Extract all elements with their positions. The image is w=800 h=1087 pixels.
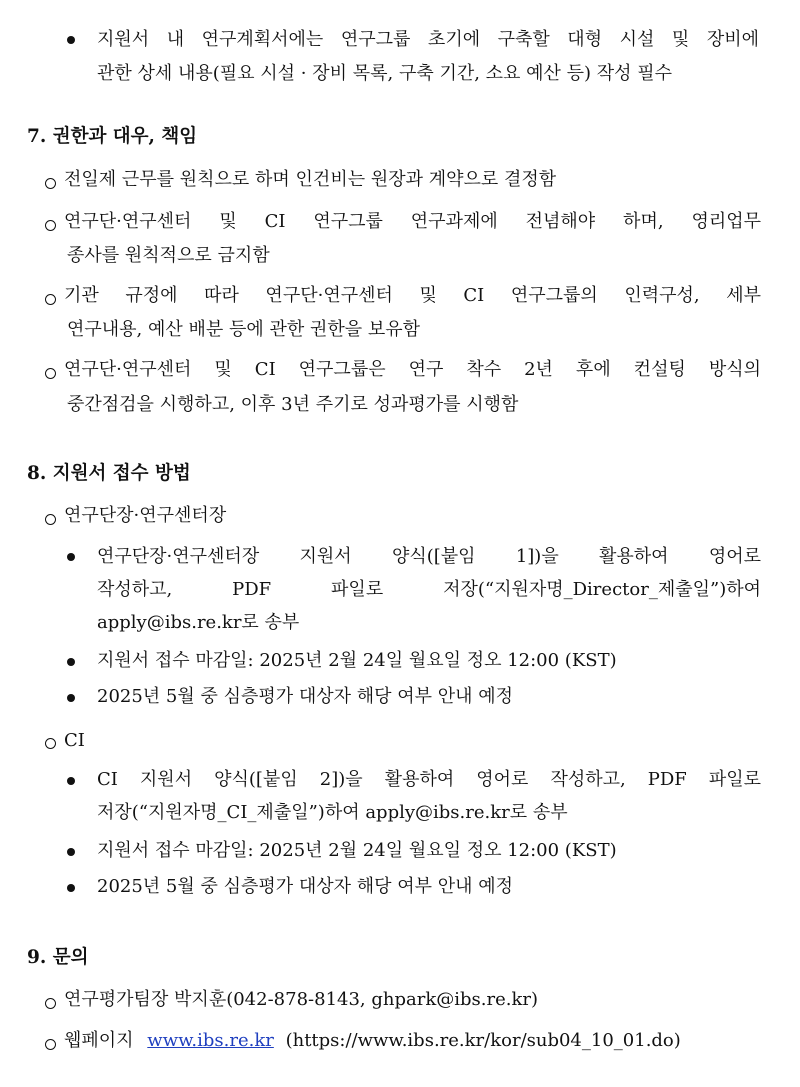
circle-bullet-icon (45, 368, 56, 379)
circle-bullet-icon (45, 1039, 56, 1050)
circle-bullet-icon (45, 514, 56, 525)
text-line: 2025년 5월 중 심층평가 대상자 해당 여부 안내 예정 (97, 876, 514, 897)
list-item: 연구단·연구센터 및 CI 연구그룹 연구과제에 전념해야 하며, 영리업무 (64, 211, 761, 232)
text-line: 지원서 접수 마감일: 2025년 2월 24일 월요일 정오 12:00 (KST) (97, 650, 617, 671)
contact-line: 연구평가팀장 박지훈(042-878-8143, ghpark@ibs.re.kr) (64, 989, 538, 1010)
list-item: 기관 규정에 따라 연구단·연구센터 및 CI 연구그룹의 인력구성, 세부 (64, 285, 761, 306)
bullet-icon (67, 848, 75, 856)
text-line: 저장(“지원자명_CI_제출일”)하여 apply@ibs.re.kr로 송부 (97, 802, 568, 823)
list-item: 연구단·연구센터 및 CI 연구그룹은 연구 착수 2년 후에 컨설팅 방식의 (64, 359, 761, 380)
circle-bullet-icon (45, 220, 56, 231)
text-line: 2025년 5월 중 심층평가 대상자 해당 여부 안내 예정 (97, 686, 514, 707)
text-line: apply@ibs.re.kr로 송부 (97, 612, 300, 633)
bullet-icon (67, 777, 75, 785)
list-item-continuation: 연구내용, 예산 배분 등에 관한 권한을 보유함 (67, 319, 421, 340)
webpage-url: (https://www.ibs.re.kr/kor/sub04_10_01.do) (285, 1030, 681, 1051)
text-line: 지원서 내 연구계획서에는 연구그룹 초기에 구축할 대형 시설 및 장비에 (97, 29, 759, 50)
bullet-icon (67, 658, 75, 666)
section-heading: 8. 지원서 접수 방법 (27, 463, 191, 484)
circle-bullet-icon (45, 178, 56, 189)
bullet-icon (67, 884, 75, 892)
list-item: 전일제 근무를 원칙으로 하며 인건비는 원장과 계약으로 결정함 (64, 169, 557, 190)
circle-bullet-icon (45, 998, 56, 1009)
webpage-link[interactable]: www.ibs.re.kr (147, 1030, 274, 1051)
text-line: 작성하고, PDF 파일로 저장(“지원자명_Director_제출일”)하여 (97, 579, 761, 600)
list-item-continuation: 중간점검을 시행하고, 이후 3년 주기로 성과평가를 시행함 (67, 394, 519, 415)
text-line: CI 지원서 양식([붙임 2])을 활용하여 영어로 작성하고, PDF 파일로 (97, 769, 761, 790)
bullet-icon (67, 694, 75, 702)
bullet-icon (67, 36, 75, 44)
circle-bullet-icon (45, 294, 56, 305)
text-line: 관한 상세 내용(필요 시설 · 장비 목록, 구축 기간, 소요 예산 등) 작성 필수 (97, 63, 673, 84)
list-item-continuation: 종사를 원칙적으로 금지함 (67, 245, 270, 266)
bullet-icon (67, 553, 75, 561)
webpage-label: 웹페이지 (64, 1030, 134, 1051)
circle-bullet-icon (45, 738, 56, 749)
text-line: 지원서 접수 마감일: 2025년 2월 24일 월요일 정오 12:00 (KST) (97, 840, 617, 861)
section-heading: 9. 문의 (27, 947, 89, 968)
webpage-line (64, 1029, 681, 1053)
subsection-label: CI (64, 730, 85, 751)
subsection-label: 연구단장·연구센터장 (64, 505, 227, 526)
text-line: 연구단장·연구센터장 지원서 양식([붙임 1])을 활용하여 영어로 (97, 546, 761, 567)
section-heading: 7. 권한과 대우, 책임 (27, 126, 198, 147)
